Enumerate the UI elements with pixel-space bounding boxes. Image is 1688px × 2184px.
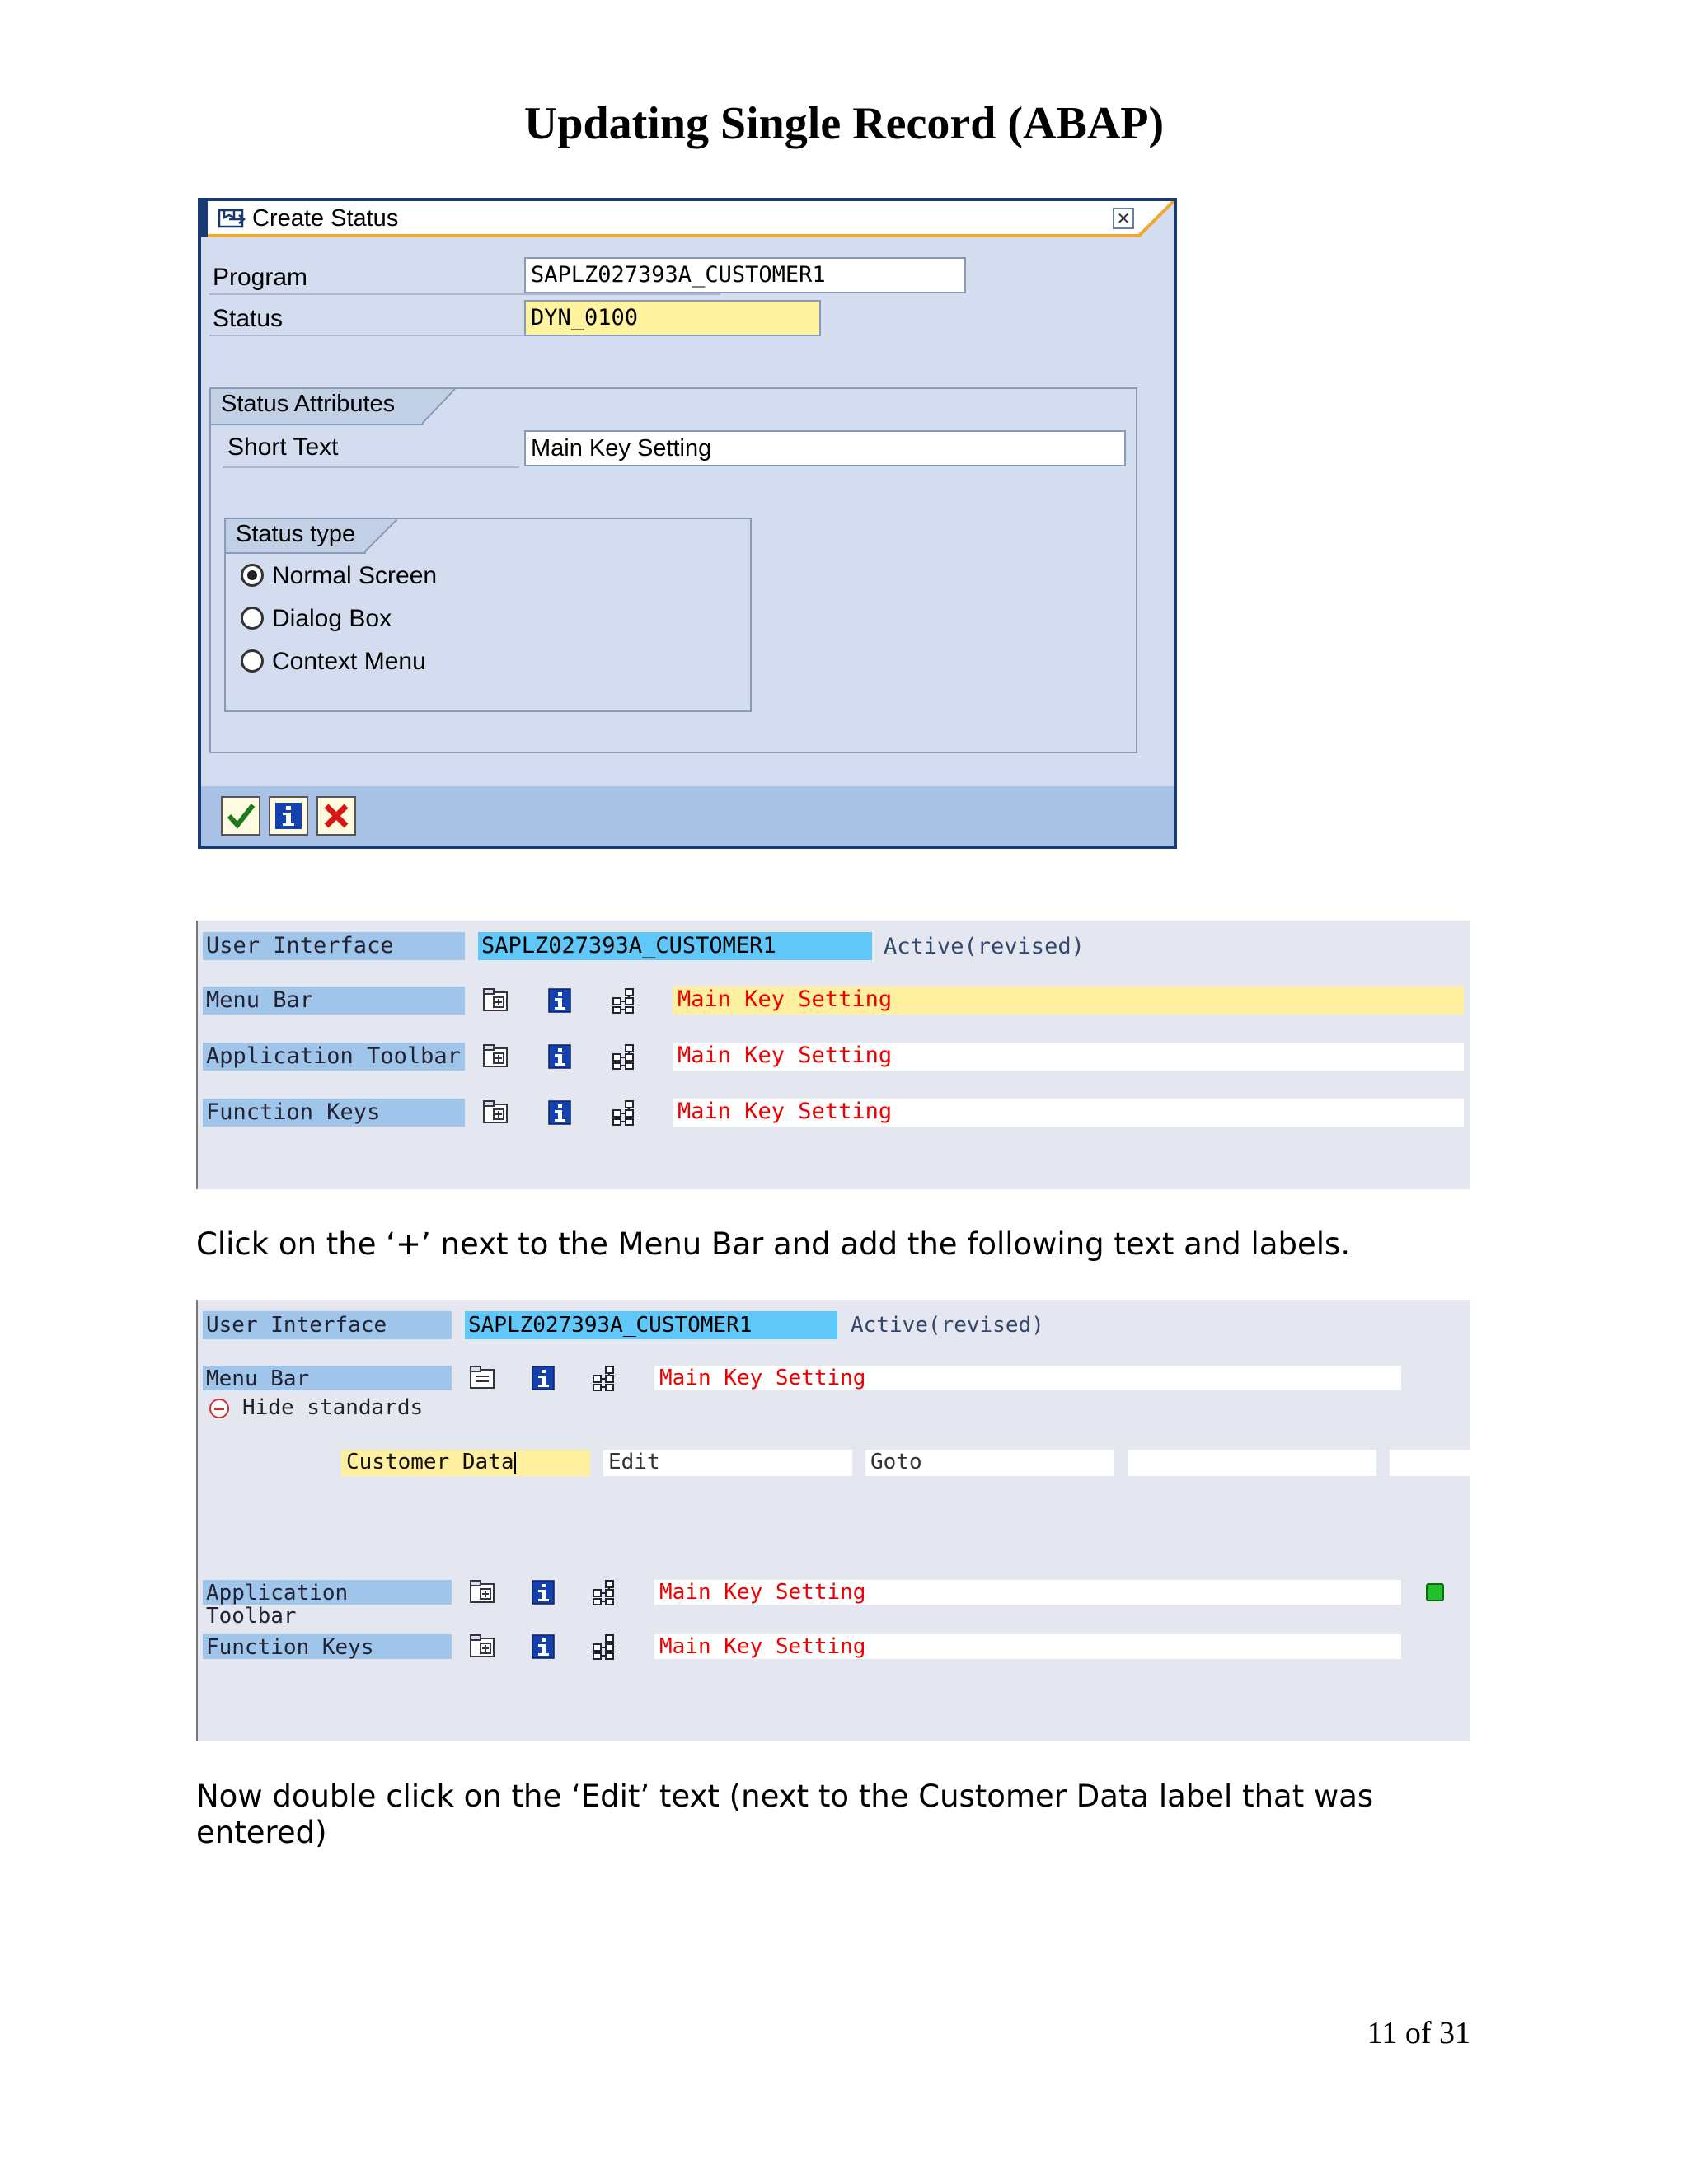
- group-tab-edge: [364, 519, 401, 554]
- interface-status: Active(revised): [884, 934, 1085, 959]
- hierarchy-icon[interactable]: [590, 1633, 618, 1661]
- application-toolbar-text-field[interactable]: Main Key Setting: [654, 1580, 1401, 1605]
- function-keys-text-field[interactable]: Main Key Setting: [673, 1099, 1464, 1127]
- page-title: Updating Single Record (ABAP): [523, 98, 1165, 149]
- menu-bar-text-field[interactable]: Main Key Setting: [654, 1366, 1401, 1390]
- expand-icon[interactable]: [468, 1633, 496, 1661]
- interface-name[interactable]: SAPLZ027393A_CUSTOMER1: [465, 1311, 837, 1339]
- radio-button[interactable]: [241, 564, 264, 587]
- menu-bar-label: Menu Bar: [203, 1366, 452, 1390]
- expand-icon[interactable]: [481, 1043, 509, 1071]
- hide-standards-link[interactable]: Hide standards: [242, 1395, 424, 1420]
- info-icon[interactable]: [529, 1364, 557, 1392]
- check-icon[interactable]: [221, 796, 260, 836]
- page-number: 11 of 31: [1367, 2016, 1470, 2050]
- hierarchy-icon[interactable]: [590, 1364, 618, 1392]
- row-label: Function Keys: [203, 1099, 465, 1127]
- close-icon[interactable]: ✕: [1113, 208, 1134, 229]
- interface-name[interactable]: SAPLZ027393A_CUSTOMER1: [478, 932, 872, 960]
- status-label: Status: [213, 305, 284, 332]
- info-icon[interactable]: [546, 987, 574, 1015]
- menu-entry-edit[interactable]: Edit: [603, 1450, 852, 1476]
- application-toolbar-text-field[interactable]: Main Key Setting: [673, 1043, 1464, 1071]
- collapse-standards-icon[interactable]: [209, 1399, 229, 1418]
- dialog-footer: [201, 786, 1174, 846]
- instruction-2: Now double click on the ‘Edit’ text (next to the Customer Data label that was entered): [196, 1779, 1374, 1850]
- create-status-icon: [218, 208, 247, 229]
- status-attributes-group: [209, 387, 1137, 753]
- collapse-icon[interactable]: [468, 1364, 496, 1392]
- status-type-title: Status type: [226, 519, 366, 554]
- program-label: Program: [213, 264, 308, 291]
- hierarchy-icon[interactable]: [610, 1043, 638, 1071]
- gui-status-panel-2: [196, 1300, 1470, 1741]
- expand-icon[interactable]: [481, 1099, 509, 1127]
- radio-label: Normal Screen: [272, 562, 438, 589]
- interface-status: Active(revised): [851, 1313, 1044, 1338]
- info-icon[interactable]: [546, 1043, 574, 1071]
- row-label: Application Toolbar: [203, 1043, 465, 1071]
- row-label: Menu Bar: [203, 987, 465, 1015]
- status-attributes-title: Status Attributes: [211, 389, 424, 425]
- expand-icon[interactable]: [481, 987, 509, 1015]
- hierarchy-icon[interactable]: [610, 987, 638, 1015]
- group-tab-edge: [422, 389, 458, 425]
- info-icon[interactable]: [529, 1578, 557, 1606]
- function-keys-row: [203, 1099, 1464, 1132]
- status-type-group: [224, 518, 752, 712]
- menu-bar-row: [203, 987, 1464, 1019]
- dialog-title: Create Status: [252, 205, 399, 232]
- status-ok-icon: [1426, 1583, 1444, 1601]
- cancel-icon[interactable]: [316, 796, 356, 836]
- hierarchy-icon[interactable]: [590, 1578, 618, 1606]
- program-field[interactable]: SAPLZ027393A_CUSTOMER1: [524, 257, 966, 293]
- create-status-dialog: [198, 198, 1177, 849]
- function-keys-text-field[interactable]: Main Key Setting: [654, 1634, 1401, 1659]
- gui-status-panel-1: [196, 921, 1470, 1189]
- titlebar-corner: [1137, 201, 1174, 237]
- status-field[interactable]: DYN_0100: [524, 300, 821, 336]
- hierarchy-icon[interactable]: [610, 1099, 638, 1127]
- short-text-field[interactable]: Main Key Setting: [524, 430, 1126, 466]
- instruction-1: Click on the ‘+’ next to the Menu Bar and add the following text and labels.: [196, 1226, 1351, 1262]
- radio-button[interactable]: [241, 649, 264, 673]
- function-keys-label: Function Keys: [203, 1634, 452, 1659]
- menu-entry-empty[interactable]: [1128, 1450, 1376, 1476]
- application-toolbar-row: [203, 1043, 1464, 1076]
- dialog-titlebar: [201, 201, 1174, 237]
- radio-label: Context Menu: [272, 648, 426, 675]
- short-text-label: Short Text: [227, 434, 339, 461]
- info-icon[interactable]: [529, 1633, 557, 1661]
- menu-entry-empty[interactable]: [1390, 1450, 1472, 1476]
- application-toolbar-label: Application Toolbar: [203, 1580, 452, 1605]
- radio-label: Dialog Box: [272, 605, 392, 632]
- user-interface-label: User Interface: [203, 932, 465, 960]
- menu-entry-goto[interactable]: Goto: [865, 1450, 1114, 1476]
- menu-entry-text: Customer Data: [346, 1450, 514, 1474]
- info-icon[interactable]: [546, 1099, 574, 1127]
- expand-icon[interactable]: [468, 1578, 496, 1606]
- menu-bar-text-field[interactable]: Main Key Setting: [673, 987, 1464, 1015]
- radio-button[interactable]: [241, 607, 264, 630]
- info-icon[interactable]: [269, 796, 308, 836]
- menu-entry-customer-data[interactable]: [341, 1450, 590, 1476]
- user-interface-label: User Interface: [203, 1311, 452, 1339]
